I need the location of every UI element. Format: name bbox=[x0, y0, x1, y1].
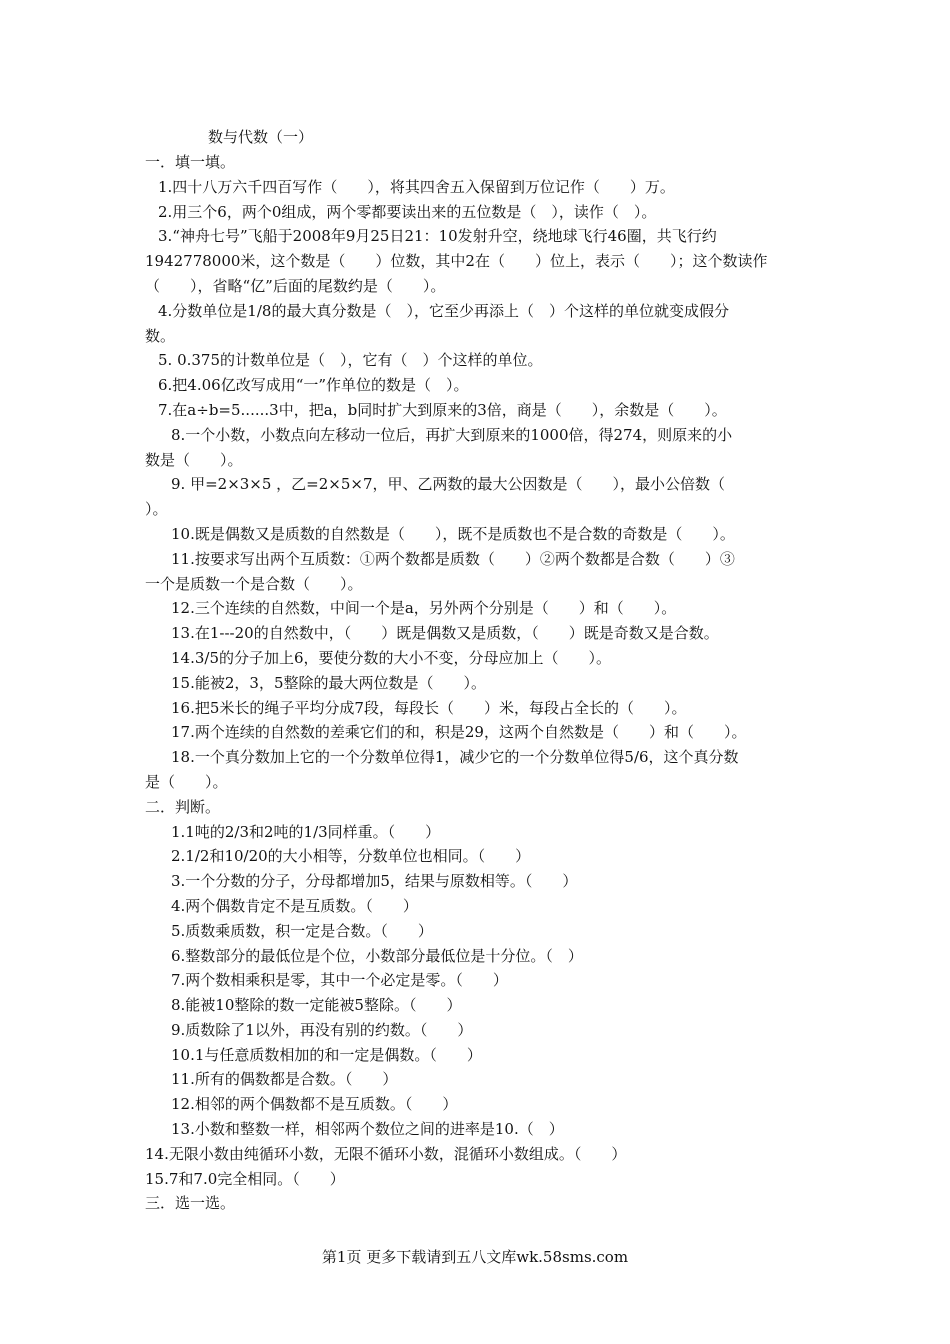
question-line: 1.四十八万六千四百写作（ ），将其四舍五入保留到万位记作（ ）万。 bbox=[158, 177, 675, 196]
judge-item: 15.7和7.0完全相同。（ ） bbox=[145, 1169, 345, 1188]
judge-item: 10.1与任意质数相加的和一定是偶数。（ ） bbox=[171, 1045, 482, 1064]
judge-item: 1.1吨的2/3和2吨的1/3同样重。（ ） bbox=[171, 822, 441, 841]
judge-item: 3.一个分数的分子，分母都增加5，结果与原数相等。（ ） bbox=[171, 872, 578, 891]
question-line: 13.在1---20的自然数中，（ ）既是偶数又是质数，（ ）既是奇数又是合数。 bbox=[171, 624, 719, 643]
question-line: 4.分数单位是1/8的最大真分数是（ ），它至少再添上（ ）个这样的单位就变成假分 bbox=[158, 301, 729, 320]
question-line: 16.把5米长的绳子平均分成7段，每段长（ ）米，每段占全长的（ ）。 bbox=[171, 698, 687, 717]
question-line: 2.用三个6，两个0组成，两个零都要读出来的五位数是（ ），读作（ ）。 bbox=[158, 202, 657, 221]
section-heading-choose: 三．选一选。 bbox=[145, 1194, 236, 1213]
judge-item: 7.两个数相乘积是零，其中一个必定是零。（ ） bbox=[171, 971, 508, 990]
section-heading-fill-in: 一．填一填。 bbox=[145, 153, 236, 171]
judge-item: 6.整数部分的最低位是个位，小数部分最低位是十分位。（ ） bbox=[171, 946, 583, 965]
judge-item: 11.所有的偶数都是合数。（ ） bbox=[171, 1070, 398, 1089]
question-line: 15.能被2，3，5整除的最大两位数是（ ）。 bbox=[171, 673, 486, 692]
question-line: ）。 bbox=[145, 500, 168, 519]
question-line: 14.3/5的分子加上6，要使分数的大小不变，分母应加上（ ）。 bbox=[171, 648, 612, 667]
question-line: 是（ ）。 bbox=[145, 772, 228, 791]
question-line: 10.既是偶数又是质数的自然数是（ ），既不是质数也不是合数的奇数是（ ）。 bbox=[171, 524, 735, 543]
judge-item: 8.能被10整除的数一定能被5整除。（ ） bbox=[171, 996, 462, 1015]
question-line: 数。 bbox=[145, 326, 176, 345]
question-line: 3.“神舟七号”飞船于2008年9月25日21：10发射升空，绕地球飞行46圈，共飞行约 bbox=[158, 227, 717, 246]
question-line: 17.两个连续的自然数的差乘它们的和，积是29，这两个自然数是（ ）和（ ）。 bbox=[171, 723, 747, 742]
question-line: 7.在a÷b=5......3中，把a，b同时扩大到原来的3倍，商是（ ），余数是（ ）。 bbox=[158, 400, 727, 419]
document-title: 数与代数（一） bbox=[208, 128, 314, 146]
question-line: 6.把4.06亿改写成用“一”作单位的数是（ ）。 bbox=[158, 376, 469, 395]
judge-item: 13.小数和整数一样，相邻两个数位之间的进率是10.（ ） bbox=[171, 1120, 564, 1139]
judge-item: 12.相邻的两个偶数都不是互质数。（ ） bbox=[171, 1095, 458, 1114]
question-line: 18.一个真分数加上它的一个分数单位得1，减少它的一个分数单位得5/6，这个真分数 bbox=[171, 748, 739, 767]
judge-item: 14.无限小数由纯循环小数，无限不循环小数，混循环小数组成。（ ） bbox=[145, 1144, 627, 1163]
question-line: 8.一个小数，小数点向左移动一位后，再扩大到原来的1000倍，得274，则原来的小 bbox=[171, 425, 733, 444]
judge-item: 2.1/2和10/20的大小相等，分数单位也相同。（ ） bbox=[171, 847, 531, 866]
section-heading-judge: 二．判断。 bbox=[145, 797, 221, 816]
question-line: 9. 甲=2×3×5 ，乙=2×5×7，甲、乙两数的最大公因数是（ ），最小公倍数（ bbox=[171, 475, 726, 494]
judge-item: 9.质数除了1以外，再没有别的约数。（ ） bbox=[171, 1020, 473, 1039]
question-line: 11.按要求写出两个互质数：①两个数都是质数（ ）②两个数都是合数（ ）③ bbox=[171, 549, 735, 568]
question-line: 一个是质数一个是合数（ ）。 bbox=[145, 574, 363, 593]
judge-item: 4.两个偶数肯定不是互质数。（ ） bbox=[171, 896, 418, 915]
question-line: 12.三个连续的自然数，中间一个是a，另外两个分别是（ ）和（ ）。 bbox=[171, 599, 677, 618]
question-line: （ ），省略“亿”后面的尾数约是（ ）。 bbox=[145, 276, 446, 295]
question-line: 5. 0.375的计数单位是（ ），它有（ ）个这样的单位。 bbox=[158, 351, 543, 370]
question-line: 1942778000米，这个数是（ ）位数，其中2在（ ）位上，表示（ ）；这个数读作 bbox=[145, 252, 768, 271]
page-footer: 第1页 更多下载请到五八文库wk.58sms.com bbox=[321, 1248, 629, 1266]
document-body bbox=[145, 150, 815, 1216]
judge-item: 5.质数乘质数，积一定是合数。（ ） bbox=[171, 921, 433, 940]
question-line: 数是（ ）。 bbox=[145, 450, 243, 469]
